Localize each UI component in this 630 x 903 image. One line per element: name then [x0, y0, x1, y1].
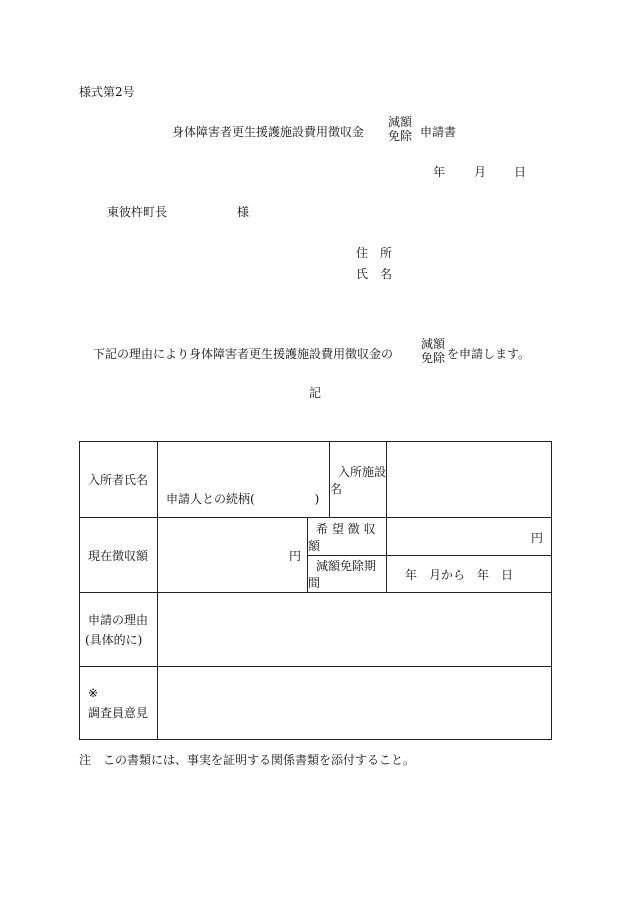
survey-label: 調査員意見: [88, 706, 149, 720]
footnote: 注 この書類には、事実を証明する関係書類を添付すること。: [79, 753, 416, 767]
desired-fee-yen: 円: [530, 531, 543, 545]
period-value: 年 月から 年 日: [405, 567, 514, 582]
reason-label: 申請の理由: [88, 612, 149, 627]
facility-label-cell: [330, 442, 387, 518]
current-fee-input-cell[interactable]: [158, 518, 308, 593]
table-row: [80, 667, 552, 740]
facility-label: 入所施設名: [330, 464, 387, 496]
statement-option-stack: [421, 337, 445, 365]
table-row: [80, 518, 552, 556]
desired-fee-input-cell[interactable]: [387, 518, 552, 556]
title-option-exemption: 免除: [388, 129, 413, 143]
addressee-name: 東彼杵町長: [107, 205, 168, 219]
reason-label-cell: [80, 593, 158, 667]
applicant-address-label: 住 所: [356, 246, 393, 260]
form-number: 様式第2号: [79, 85, 135, 99]
relationship-text: 申請人との続柄( ): [166, 492, 320, 506]
title-suffix: 申請書: [420, 125, 457, 139]
ki-heading: 記: [309, 386, 322, 400]
period-input-cell[interactable]: [387, 556, 552, 593]
resident-name-label: 入所者氏名: [88, 473, 149, 487]
statement-option-reduction: 減額: [421, 337, 446, 351]
date-year-label: 年: [433, 165, 446, 179]
date-month-label: 月: [474, 165, 487, 179]
reason-label-note: (具体的に): [85, 632, 143, 647]
period-label-cell: [308, 556, 387, 593]
survey-mark: ※: [88, 686, 99, 700]
statement-text: 下記の理由により身体障害者更生援護施設費用徴収金の: [93, 347, 394, 361]
current-fee-label-cell: [80, 518, 158, 593]
survey-input-cell[interactable]: [158, 667, 552, 740]
date-day-label: 日: [514, 165, 527, 179]
table-row: [80, 593, 552, 667]
resident-name-label-cell: [80, 442, 158, 518]
survey-label-cell: [80, 667, 158, 740]
facility-input-cell[interactable]: [387, 442, 552, 518]
title-option-reduction: 減額: [388, 115, 413, 129]
resident-name-input-cell[interactable]: [158, 442, 330, 518]
table-row: [80, 442, 552, 518]
title-option-stack: [388, 115, 412, 143]
current-fee-label: 現在徴収額: [88, 548, 149, 563]
applicant-name-label: 氏 名: [356, 267, 393, 281]
application-table: [79, 441, 552, 740]
statement-option-exemption: 免除: [421, 351, 446, 365]
desired-fee-label-cell: [308, 518, 387, 556]
desired-fee-label: 希 望 徴 収 額: [308, 521, 376, 553]
current-fee-yen: 円: [288, 549, 301, 563]
statement-suffix: を申請します。: [447, 347, 531, 361]
reason-input-cell[interactable]: [158, 593, 552, 667]
period-label: 減額免除期間: [308, 559, 377, 590]
page-title: 身体障害者更生援護施設費用徴収金: [172, 125, 365, 139]
addressee-honorific: 様: [237, 205, 250, 219]
